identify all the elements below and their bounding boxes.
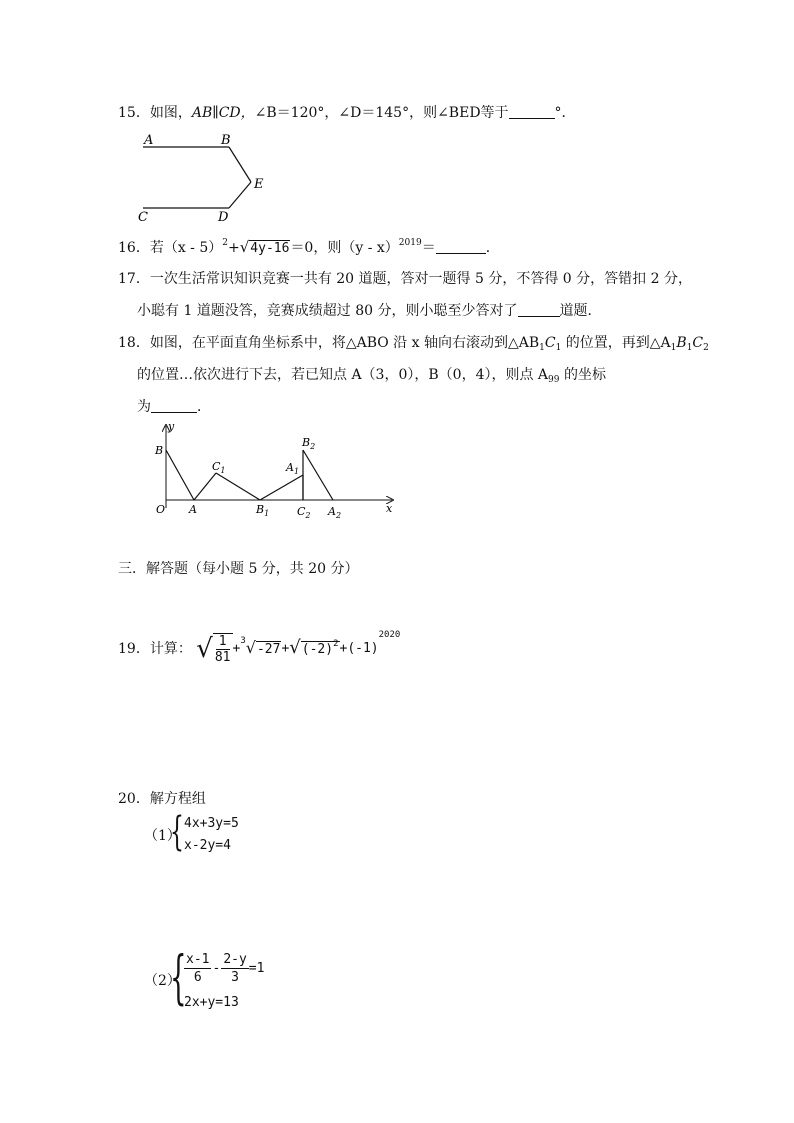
q19-sq-exponent: 2: [333, 639, 339, 649]
q19-fraction-numerator: 1: [216, 634, 230, 650]
q18-number: 18．: [118, 335, 150, 351]
q16-exponent-2019: 2019: [398, 238, 422, 248]
q15-answer-blank[interactable]: [509, 104, 555, 119]
q16-if: 若（x - 5）: [149, 240, 223, 256]
q17-text-2: 小聪有 1 道题没答，竞赛成绩超过 80 分，则小聪至少答对了: [137, 303, 518, 319]
q18-text-2: 的位置，再到△A: [561, 335, 671, 351]
q20-system-1-brace: {: [170, 809, 184, 855]
q18-label-c1: [212, 460, 226, 475]
q18-label-a1-letter: A: [286, 461, 294, 474]
q18-segment-b1a1: [260, 475, 303, 500]
question-18-line-1: [118, 333, 709, 353]
q20-part-2-numerator-2: 2-y: [223, 952, 247, 967]
q19-cube-root: √-27: [245, 638, 281, 657]
q19-cube-radicand: -27: [256, 642, 281, 657]
question-17-line-2: [137, 301, 602, 321]
q20-system-2-brace: {: [170, 943, 187, 1011]
question-18-line-3: [137, 397, 211, 417]
q18-segment-c1b1: [216, 473, 260, 500]
q16-answer-blank[interactable]: [436, 239, 486, 254]
q19-label: 19．计算：: [118, 641, 192, 657]
q16-square-exponent: 2: [222, 238, 228, 248]
q18-label-b2-letter: B: [302, 436, 311, 449]
q15-figure: [130, 130, 280, 228]
q19-sqrt-square: $√(-2)^2$: [289, 637, 339, 658]
q18-label-a1-sub: 1: [293, 467, 300, 476]
q19-exponent-2020: 2020: [378, 630, 401, 640]
q16-number: 16．: [118, 240, 150, 256]
q18-label-a2-letter: A: [328, 505, 336, 518]
question-15: [118, 103, 576, 123]
q18-label-y: y: [168, 420, 175, 433]
q15-label-a: A: [144, 133, 154, 148]
question-19: [118, 625, 401, 665]
q19-sq-radicand: (-2): [301, 642, 334, 657]
q18-segment-b2a2: [303, 450, 333, 500]
q19-plus-1: +: [232, 641, 241, 656]
q15-angle-b: ∠B＝120°，: [254, 105, 339, 121]
q18-label-b2-sub: 2: [310, 442, 316, 451]
question-17-line-1: [118, 269, 692, 289]
q18-label-o: O: [156, 503, 166, 516]
q20-part-1-equation-1: 4x+3y=5: [184, 816, 239, 831]
q18-sub-99: 99: [548, 375, 560, 385]
q19-plus-2: +: [281, 641, 290, 656]
q19-fraction-denominator: 81: [214, 650, 231, 665]
q15-label-c: C: [138, 210, 148, 225]
q18-text-5: 为: [137, 399, 151, 415]
q15-label-d: D: [218, 210, 229, 225]
q16-radicand: 4y-16: [250, 241, 290, 256]
question-18-line-2: [137, 365, 606, 385]
q15-line-be: [229, 147, 251, 182]
q18-label-b1-letter: B: [256, 503, 265, 516]
q15-line-ed: [229, 182, 251, 208]
q18-label-x: x: [386, 502, 393, 515]
q15-angle-d: ∠D＝145°，: [338, 105, 424, 121]
q20-part-2-rhs: =1: [248, 961, 265, 976]
q18-label-b: B: [155, 444, 164, 457]
q18-label-a1: [285, 461, 299, 476]
q20-part-2-minus: -: [212, 961, 221, 976]
q18-label-c2-sub: 2: [305, 511, 311, 520]
q20-part-2-denominator-2: 3: [231, 970, 239, 985]
q18-figure: [150, 420, 400, 522]
q20-part-1-equation-2: x-2y=4: [184, 838, 231, 853]
q18-label-c1-sub: 1: [220, 466, 226, 475]
question-20-heading: 20．解方程组: [118, 791, 206, 807]
q18-letter: B: [676, 335, 687, 351]
q18-sub: 1: [670, 343, 677, 353]
q18-label-a2-sub: 2: [335, 511, 342, 520]
q18-sub: 1: [539, 343, 545, 353]
q15-label-e: E: [254, 177, 264, 192]
q15-intro: 如图，: [149, 105, 192, 121]
q18-sub: 1: [686, 343, 693, 353]
q17-text-1: 一次生活常识知识竞赛一共有 20 道题，答对一题得 5 分，不答得 0 分，答错扣 2 分，: [149, 271, 692, 287]
q17-number: 17．: [118, 271, 150, 287]
q15-unit: °．: [554, 105, 576, 121]
q16-plus: +: [228, 240, 240, 256]
q18-text-4: 的坐标: [559, 367, 606, 383]
q18-segment-ac1: [194, 473, 216, 500]
q18-sub: 2: [703, 343, 709, 353]
q20-part-2-numerator-1: x-1: [186, 952, 210, 967]
q16-end: ．: [485, 240, 500, 256]
q20-part-2-equation-2: 2x+y=13: [184, 995, 239, 1010]
section-3-heading: 三．解答题（每小题 5 分，共 20 分）: [118, 561, 359, 577]
q18-answer-blank[interactable]: [151, 398, 197, 413]
q16-equals: ＝: [421, 240, 436, 256]
q18-text-3: 的位置…依次进行下去，若已知点 A（3，0），B（0，4），则点 A: [137, 367, 549, 383]
q18-label-b1: [255, 503, 269, 518]
q15-label-b: B: [221, 133, 231, 148]
q18-letter: C: [544, 335, 556, 351]
q18-text-6: ．: [197, 399, 211, 415]
q18-text-1: 如图，在平面直角坐标系中，将△ABO 沿 x 轴向右滚动到△AB: [149, 335, 540, 351]
q16-equals-zero: ＝0，则（y - x）: [290, 240, 399, 256]
q18-letter: C: [692, 335, 704, 351]
q18-label-b2: [301, 436, 315, 451]
q15-number: 15．: [118, 105, 150, 121]
q18-label-c2: [297, 505, 311, 520]
q15-parallel: AB∥CD，: [191, 105, 255, 121]
q18-label-a2: [327, 505, 341, 520]
q20-part-2-label: （2）: [144, 973, 181, 989]
q18-segment-ab: [166, 450, 194, 500]
q20-part-2-equation-1: [184, 951, 264, 986]
q19-sqrt-fraction: √ $\frac{1}{81}$: [196, 634, 231, 665]
q18-label-b1-sub: 1: [264, 509, 270, 518]
q18-label-c1-letter: C: [212, 460, 221, 473]
q16-sqrt: √4y-16: [239, 238, 290, 256]
q18-sub: 1: [555, 343, 562, 353]
q19-plus-3: +(-1): [339, 641, 379, 656]
question-16: [118, 237, 500, 259]
q19-cube-root-index: 3: [240, 636, 246, 646]
q15-then: 则∠BED等于: [423, 105, 509, 121]
q17-answer-blank[interactable]: [518, 302, 560, 317]
q20-part-2-denominator-1: 6: [193, 970, 202, 985]
q20-part-1-label: （1）: [144, 828, 181, 844]
q17-text-3: 道题．: [559, 303, 602, 319]
q18-label-a: A: [189, 503, 197, 516]
q18-label-c2-letter: C: [297, 505, 306, 518]
